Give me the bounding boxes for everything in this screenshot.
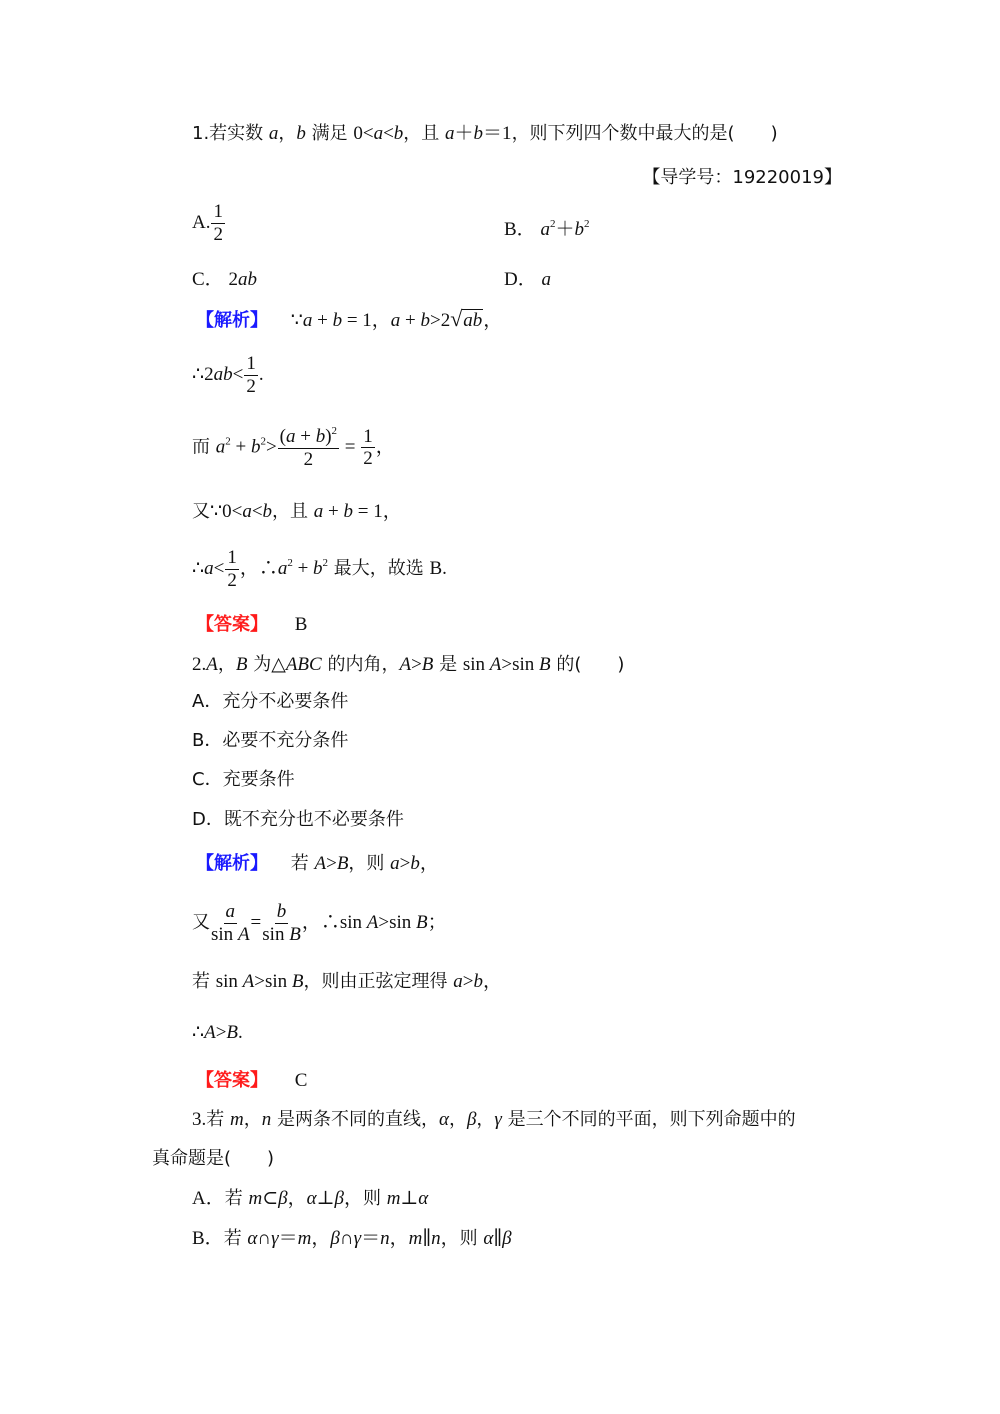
q1-option-d: D． a: [504, 269, 551, 290]
q2-option-b: B．必要不充分条件: [192, 730, 349, 751]
q2-option-c: C．充要条件: [192, 769, 295, 790]
reference-number: 【导学号：19220019】: [642, 167, 842, 188]
q1-analysis-line-4: 又∵0<a<b，且 a + b = 1，: [192, 501, 402, 522]
answer-value: C: [294, 1070, 308, 1091]
q1-analysis-line-1: 【解析】 ∵a + b = 1，a + b>2√ab，: [196, 306, 503, 331]
q2-analysis-line-3: 若 sin A>sin B，则由正弦定理得 a>b，: [192, 971, 502, 992]
q2-option-a: A．充分不必要条件: [192, 691, 349, 712]
q3-stem-line-1: 3.若 m，n 是两条不同的直线，α，β，γ 是三个不同的平面，则下列命题中的: [192, 1109, 796, 1130]
q2-analysis-line-1: 【解析】 若 A>B，则 a>b，: [196, 853, 439, 874]
analysis-tag: 【解析】: [196, 310, 268, 331]
q1-analysis-line-2: ∴2ab< $\frac{1}{2}$ .: [192, 353, 264, 397]
answer-value: B: [294, 614, 308, 635]
q2-answer: [196, 1071, 307, 1090]
q1-answer: [196, 615, 307, 634]
analysis-tag: 【解析】: [196, 853, 268, 874]
q1-option-b: B． $a^2+b^2$: [504, 218, 590, 240]
answer-tag: 【答案】: [196, 614, 268, 635]
q3-option-a: A．若 m⊂β，α⊥β，则 m⊥α: [192, 1188, 429, 1209]
q1-stem: 1.若实数 a，b 满足 0<a<b，且 a＋b＝1，则下列四个数中最大的是( ): [192, 123, 778, 144]
q1-analysis-line-3: 而 $a^2 + b^2>$ $\frac{(a + b)^2}{2}$ = $\frac{1}{2}$ ，: [192, 425, 395, 470]
q2-analysis-line-2: 又 $\frac{a}{\text{sin A}}$ = $\frac{b}{\text{sin B}}$ ，∴sin A>sin B；: [192, 901, 447, 945]
q1-option-a: A. $\frac{1}{2}$: [192, 201, 223, 245]
q2-analysis-line-4: ∴A>B.: [192, 1022, 243, 1043]
q3-stem-line-2: 真命题是( ): [152, 1148, 275, 1169]
q1-analysis-line-5: ∴a< $\frac{1}{2}$ ，$\therefore a^2 + b^2$ 最大，故选 B.: [192, 547, 447, 591]
q2-option-d: D．既不充分也不必要条件: [192, 809, 404, 830]
answer-tag: 【答案】: [196, 1070, 268, 1091]
q2-stem: 2.A，B 为△ABC 的内角，A>B 是 sin A>sin B 的( ): [192, 654, 625, 675]
q1-option-c: C． 2ab: [192, 269, 257, 290]
q3-option-b: B．若 α∩γ＝m，β∩γ＝n，m∥n，则 α∥β: [192, 1228, 512, 1249]
